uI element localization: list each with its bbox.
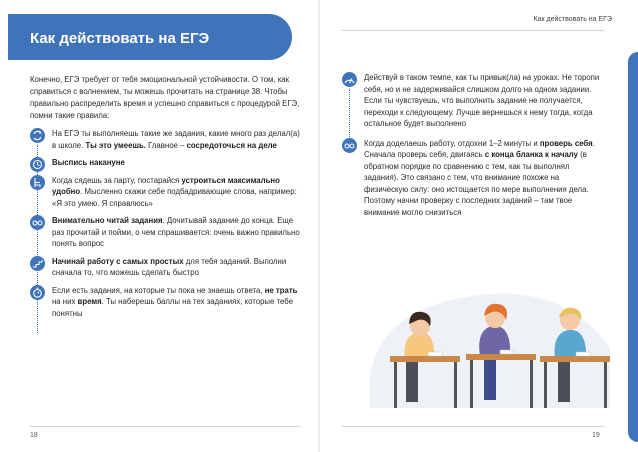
page-number: 18 (30, 432, 38, 439)
footer-rule (342, 426, 604, 427)
clock-icon (30, 157, 45, 172)
intro-paragraph: Конечно, ЕГЭ требует от тебя эмоциональной устойчивости. О том, как справиться с волнением, ты можешь прочитать на странице 38. Чтобы правильно распределить время и успешно справиться с процедурой ЕГЭ, помни такие правила: (30, 75, 300, 120)
chair-icon (30, 175, 45, 190)
tip-item: Выспись накануне (30, 157, 305, 169)
right-page (320, 0, 638, 452)
check-glasses-icon (342, 138, 357, 153)
edge-tab (628, 52, 638, 442)
pace-icon (342, 72, 357, 87)
tip-item: Когда сядешь за парту, постарайся устроиться максимально удобно. Мысленно скажи себе подбадривающие слова, например: «Я это умею. Я справлюсь» (30, 175, 305, 210)
tip-item: Внимательно читай задания. Дочитывай задание до конца. Еще раз прочитай и пойми, о чем спрашивается: очень важно правильно понять вопрос (30, 215, 305, 250)
tip-item: Когда доделаешь работу, отдохни 1–2 минуты и проверь себя. Сначала проверь себя, двигаясь с конца бланка к началу (в обратном порядке по сравнению с тем, как ты выполнял задания). Это связано с тем, что внимание похоже на физическую силу: оно истощается по мере выполнения дела. Поэтому начни проверку с последних заданий – там твое внимание могло снизиться (342, 138, 604, 219)
page-title: Как действовать на ЕГЭ (30, 30, 210, 47)
header-rule (342, 30, 604, 31)
steps-icon (30, 256, 45, 271)
stopwatch-icon (30, 285, 45, 300)
tip-item: Если есть задания, на которые ты пока не знаешь ответа, не трать на них время. Ты наберешь баллы на тех заданиях, которые тебе понятны (30, 285, 305, 320)
footer-rule (30, 426, 300, 427)
students-illustration (340, 258, 620, 418)
page-number: 19 (592, 432, 600, 439)
tip-item: На ЕГЭ ты выполняешь такие же задания, какие много раз делал(а) в школе. Ты это умеешь. Главное – сосредоточься на деле (30, 128, 305, 151)
tip-item: Начинай работу с самых простых для тебя заданий. Выполни сначала то, что можешь сделать быстро (30, 256, 305, 279)
tip-item: Действуй в таком темпе, как ты привык(ла) на уроках. Не торопи себя, но и не задерживайся слишком долго на одном задании. Если ты чувствуешь, что выполнить задание не получается, переходи к следующему. Лучше вернешься к нему тогда, когда остальное будет выполнено (342, 72, 604, 130)
repeat-icon (30, 128, 45, 143)
glasses-icon (30, 215, 45, 230)
right-tips-list (342, 72, 604, 226)
left-page (0, 0, 318, 452)
running-head: Как действовать на ЕГЭ (533, 16, 612, 23)
left-tips-list (30, 128, 305, 325)
